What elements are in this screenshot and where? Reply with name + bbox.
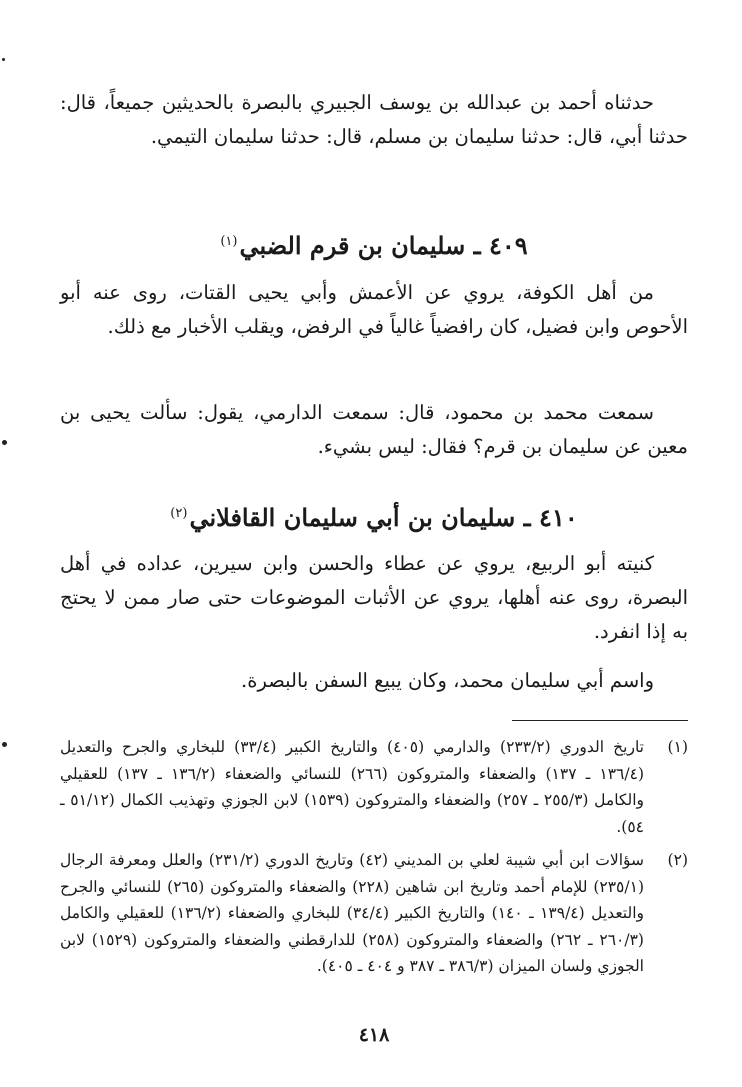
footnote-1 [60, 734, 688, 840]
footnote-ref: (١) [220, 234, 238, 249]
entry-409-paragraph: من أهل الكوفة، يروي عن الأعمش وأبي يحيى القتات، روى عنه أبو الأحوص وابن فضيل، كان رافضياً غالياً في الرفض، ويقلب الأخبار مع ذلك. [60, 281, 688, 338]
entry-title-text: ٤٠٩ ـ سليمان بن قرم الضبي [239, 231, 528, 260]
margin-mark [2, 742, 7, 747]
entry-title-409 [60, 222, 688, 266]
intro-paragraph: حدثناه أحمد بن عبدالله بن يوسف الجبيري بالبصرة بالحديثين جميعاً، قال: حدثنا أبي، قال: حدثنا سليمان بن مسلم، قال: حدثنا سليمان التيمي. [60, 91, 688, 148]
footnote-ref: (٢) [170, 506, 188, 521]
footnote-separator [512, 720, 688, 721]
entry-410-paragraph: واسم أبي سليمان محمد، وكان يبيع السفن بالبصرة. [241, 669, 654, 692]
page-number: ٤١٨ [358, 1024, 390, 1046]
margin-mark [2, 440, 7, 445]
entry-title-410 [60, 494, 688, 538]
entry-409-paragraph: سمعت محمد بن محمود، قال: سمعت الدارمي، يقول: سألت يحيى بن معين عن سليمان بن قرم؟ فقال: ليس بشيء. [60, 401, 688, 458]
entry-410-paragraph: كنيته أبو الربيع، يروي عن عطاء والحسن وابن سيرين، عداده في أهل البصرة، روى عنه أهلها، يروي عن الأثبات الموضوعات حتى صار ممن لا يحتج به إذا انفرد. [60, 552, 688, 643]
margin-mark [2, 58, 5, 61]
footnote-number: (١) [667, 738, 688, 756]
footnote-number: (٢) [667, 851, 688, 869]
entry-title-text: ٤١٠ ـ سليمان بن أبي سليمان القافلاني [189, 503, 578, 532]
document-page [60, 0, 688, 1087]
footnote-text: سؤالات ابن أبي شيبة لعلي بن المديني (٤٢) وتاريخ الدوري (٢٣١/٢) والعلل ومعرفة الرجال (٢٣٥/١) للإمام أحمد وتاريخ ابن شاهين (٢٢٨) والضعفاء والمتروكون (٢٦٥) للنسائي والجرح والتعديل (١٣٩/٤ ـ ١٤٠) والتاريخ الكبير (٣٤/٤) للبخاري والضعفاء (١٣٦/٢) للعقيلي والكامل (٢٦٠/٣ ـ ٢٦٢) والضعفاء والمتروكون (٢٥٨) للدارقطني والضعفاء والمتروكون (١٥٢٩) لابن الجوزي ولسان الميزان (٣٨٦/٣ ـ ٣٨٧ و ٤٠٤ ـ ٤٠٥). [60, 851, 645, 975]
footnote-2 [60, 847, 688, 980]
footnote-text: تاريخ الدوري (٢٣٣/٢) والدارمي (٤٠٥) والتاريخ الكبير (٣٣/٤) للبخاري والجرح والتعديل (١٣٦/٤ ـ ١٣٧) والضعفاء والمتروكون (٢٦٦) للنسائي والضعفاء (١٣٦/٢ ـ ١٣٧) للعقيلي والكامل (٢٥٥/٣ ـ ٢٥٧) والضعفاء والمتروكون (١٥٣٩) لابن الجوزي وتهذيب الكمال (٥١/١٢ ـ ٥٤). [60, 738, 645, 836]
